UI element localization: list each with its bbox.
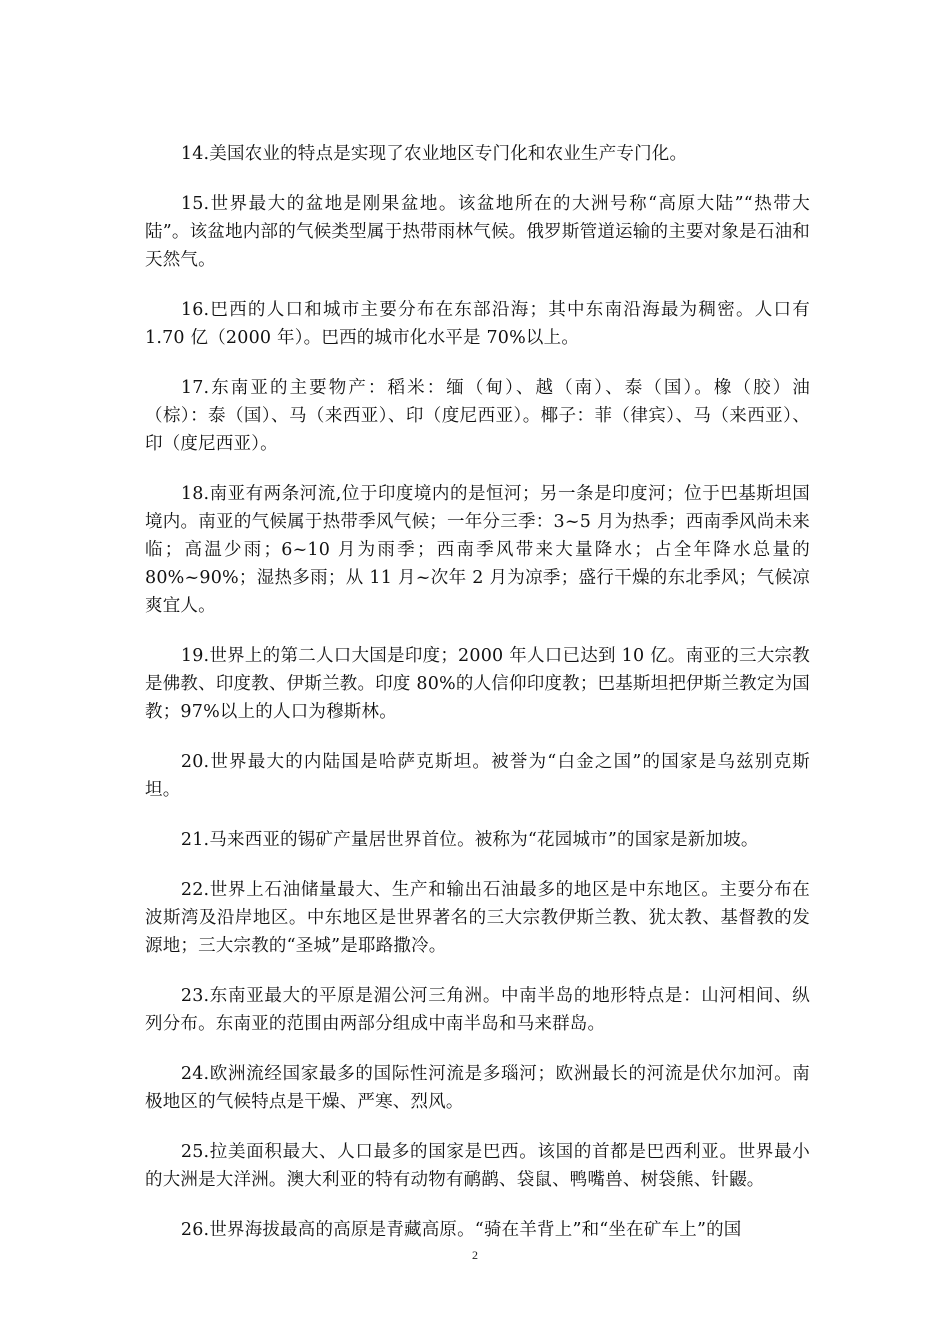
paragraph-16: 16.巴西的人口和城市主要分布在东部沿海；其中东南沿海最为稠密。人口有 1.70 亿（2000 年）。巴西的城市化水平是 70%以上。	[145, 300, 810, 348]
paragraph-25: 25.拉美面积最大、人口最多的国家是巴西。该国的首都是巴西利亚。世界最小的大洲是大洋洲。澳大利亚的特有动物有鸸鹋、袋鼠、鸭嘴兽、树袋熊、针鼹。	[145, 1142, 810, 1190]
paragraph-26: 26.世界海拔最高的高原是青藏高原。“骑在羊背上”和“坐在矿车上”的国	[180, 1220, 742, 1240]
paragraph-20: 20.世界最大的内陆国是哈萨克斯坦。被誉为“白金之国”的国家是乌兹别克斯坦。	[145, 752, 810, 800]
paragraph-21: 21.马来西亚的锡矿产量居世界首位。被称为“花园城市”的国家是新加坡。	[180, 830, 759, 850]
page-number: 2	[472, 1248, 478, 1262]
paragraph-15: 15.世界最大的盆地是刚果盆地。该盆地所在的大洲号称“高原大陆”“热带大陆”。该盆地内部的气候类型属于热带雨林气候。俄罗斯管道运输的主要对象是石油和天然气。	[145, 194, 810, 270]
paragraph-19: 19.世界上的第二人口大国是印度；2000 年人口已达到 10 亿。南亚的三大宗教是佛教、印度教、伊斯兰教。印度 80%的人信仰印度教；巴基斯坦把伊斯兰教定为国教；97%以上的人口为穆斯林。	[145, 646, 810, 722]
paragraph-23: 23.东南亚最大的平原是湄公河三角洲。中南半岛的地形特点是：山河相间、纵列分布。东南亚的范围由两部分组成中南半岛和马来群岛。	[145, 986, 810, 1034]
paragraph-18: 18.南亚有两条河流,位于印度境内的是恒河；另一条是印度河；位于巴基斯坦国境内。南亚的气候属于热带季风气候；一年分三季：3~5 月为热季；西南季风尚未来临；高温少雨；6~10 月为雨季；西南季风带来大量降水；占全年降水总量的 80%~90%；湿热多雨；从 11 月~次年 2 月为凉季；盛行干燥的东北季风；气候凉爽宜人。	[145, 484, 810, 616]
paragraph-17: 17.东南亚的主要物产：稻米：缅（甸）、越（南）、泰（国）。橡（胶）油（棕）：泰（国）、马（来西亚）、印（度尼西亚）。椰子：菲（律宾）、马（来西亚）、印（度尼西亚）。	[145, 378, 810, 454]
paragraph-14: 14.美国农业的特点是实现了农业地区专门化和农业生产专门化。	[180, 144, 688, 164]
document-body	[145, 140, 810, 1266]
paragraph-24: 24.欧洲流经国家最多的国际性河流是多瑙河；欧洲最长的河流是伏尔加河。南极地区的气候特点是干燥、严寒、烈风。	[145, 1064, 810, 1112]
paragraph-22: 22.世界上石油储量最大、生产和输出石油最多的地区是中东地区。主要分布在波斯湾及沿岸地区。中东地区是世界著名的三大宗教伊斯兰教、犹太教、基督教的发源地；三大宗教的“圣城”是耶路撒冷。	[145, 880, 810, 956]
